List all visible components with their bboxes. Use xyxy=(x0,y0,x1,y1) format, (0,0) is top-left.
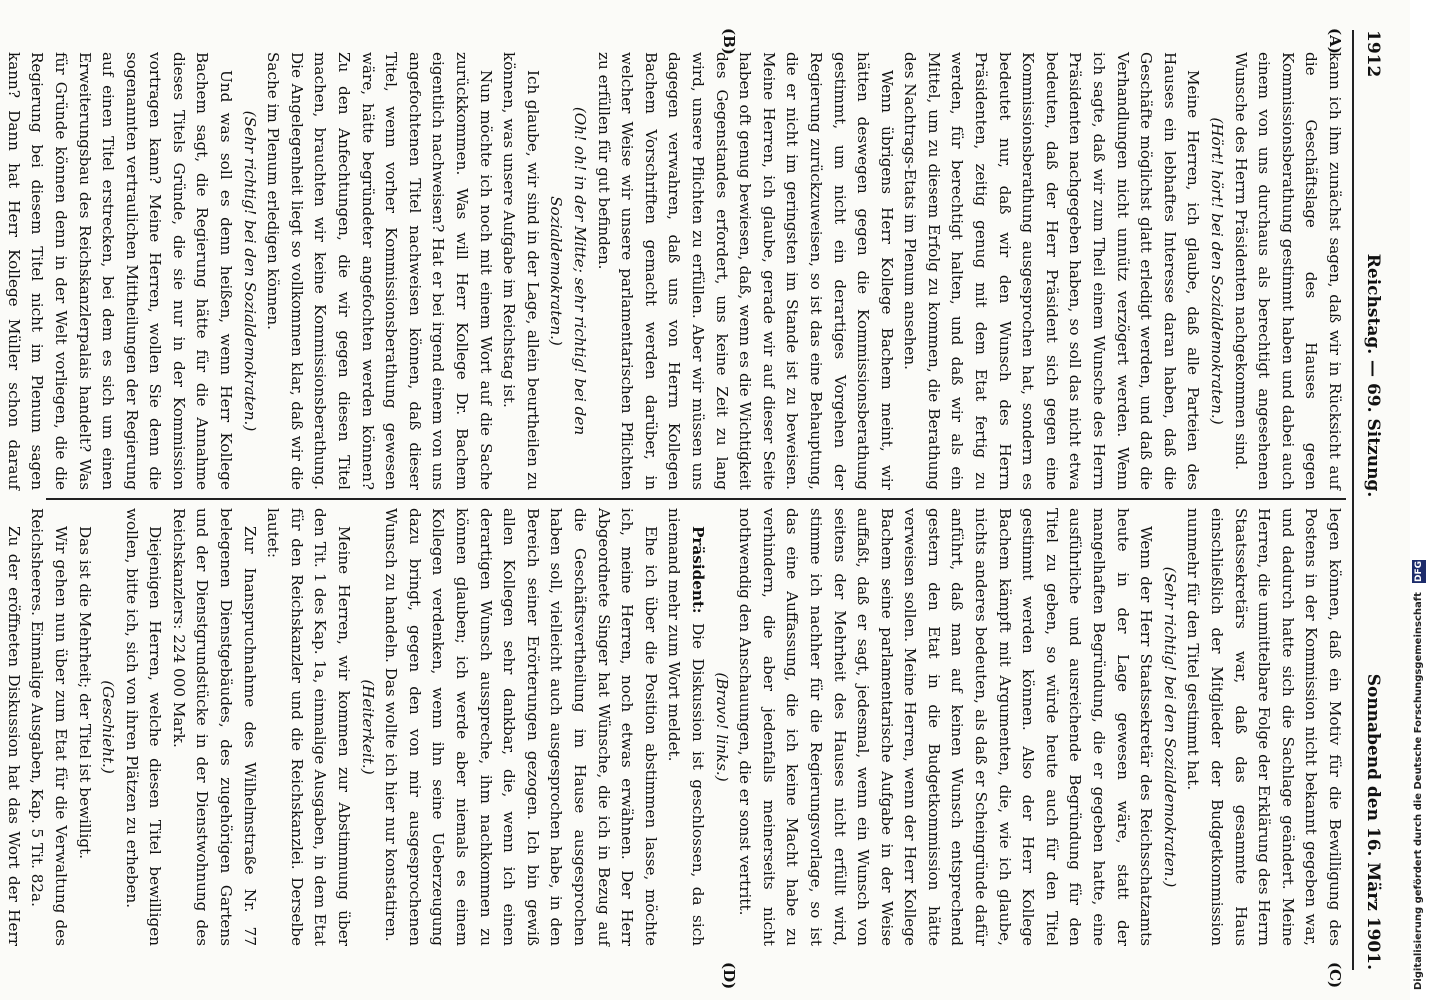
margin-label-b: (B) xyxy=(720,28,738,55)
left-column xyxy=(4,52,1346,490)
speech-text: Die Diskussion ist geschlossen, da sich niemand mehr zum Wort meldet. xyxy=(665,508,707,946)
header-rule xyxy=(1352,30,1354,970)
paragraph: Ehe ich über die Position abstimmen lasse, möchte ich, meine Herren, noch etwas erwähnen. Der Herr Abgeordnete Singer hat Wünsche, die ich in Bezug auf die Geschäftsvertheilung im Hause ausgesprochen haben soll, vielleicht auch ausgesprochen habe, in den Bereich seiner Erörterungen gezogen. Ich bin gewiß allen Kollegen sehr dankbar, die, wenn ich einen derartigen Wunsch ausspreche, ihm nachkommen zu können glauben; ich werde aber niemals es einem Kollegen verdenken, wenn ihn seine Ueberzeugung dazu bringt, gegen den von mir ausgesprochenen Wunsch zu handeln. Das wollte ich hier nur konstatiren. xyxy=(382,508,660,946)
paragraph: Und was soll es denn heißen, wenn Herr Kollege Bachem sagt, die Regierung hätte für die Annahme dieses Titels Gründe, die sie nur in der Kommission vortragen kann? Meine Herren, wollen Sie denn die sogenannten vertraulichen Mittheilungen der Regierung auf einen Titel erstrecken, bei dem es sich um einen Erweiterungsbau des Reichskanzlerpalais handelt? Was für Gründe können denn in der Welt vorliegen, die die Regierung bei diesem Titel nicht im Plenum sagen kann? Dann hat Herr Kollege Müller schon darauf xyxy=(4,52,236,490)
paragraph: Wenn der Herr Staatssekretär des Reichsschatzamts heute in der Lage gewesen wäre, statt der mangelhaften Begründung, die er gegeben hatte, eine ausführliche und ausreichende Begründung für den Titel zu geben, so würde heute auch für den Titel gestimmt werden können. Also der Herr Kollege Bachem kämpft mit Argumenten, die, wie ich glaube, nichts anderes bedeuten, als daß er Scheingründe dafür anführt, daß man auf keinen Wunsch entsprechend gestern den Etat in die Budgetkommission hätte verweisen sollen. Meine Herren, wenn der Herr Kollege Bachem seine parlamentarische Aufgabe in der Weise auffaßt, daß er sagt, jedesmal, wenn ein Wunsch von seitens der Mehrheit des Hauses nicht erfüllt wird, stimme ich nachher für die Regierungsvorlage, so ist das eine Auffassung, die ich keine Macht habe zu verhindern, die aber jedenfalls meinerseits nicht nothwendig den Anschauungen, die er sonst vertritt. xyxy=(736,508,1156,946)
session-title: Reichstag. — 69. Sitzung. xyxy=(1363,253,1383,498)
credit-text: Digitalisierung gefördert durch die Deutsche Forschungsgemeinschaft xyxy=(1413,592,1424,990)
paragraph: Wenn übrigens Herr Kollege Bachem meint, wir hätten deswegen gegen die Kommissionsberathung gestimmt, um nicht ein derartiges Vorgehen der Regierung zurückzuweisen, so ist das eine Behauptung, die er nicht im geringsten im Stande ist zu beweisen. Meine Herren, ich glaube, gerade wir auf dieser Seite haben oft genug bewiesen, daß, wenn es die Wichtigkeit des Gegenstandes erfordert, uns keine Zeit zu lang wird, unsere Pflichten zu erfüllen. Aber wir müssen uns dagegen verwahren, daß uns von Herrn Kollegen Bachem Vorschriften gemacht werden darüber, in welcher Weise wir unsere parlamentarischen Pflichten zu erfüllen für gut befinden. xyxy=(594,52,896,490)
interjection: (Hört! hört! bei den Sozialdemokraten.) xyxy=(1208,117,1227,425)
digitization-credit xyxy=(1412,30,1426,990)
paragraph: Zur Inanspruchnahme des Wilhelmstraße Nr. 77 belegenen Dienstgebäudes, des zugehörigen Gartens und der Dienstgrundstücke in der Dienstwohnung des Reichskanzlers: 224 000 Mark. xyxy=(169,508,259,946)
interjection: (Sehr richtig! bei den Sozialdemokraten.) xyxy=(240,110,259,432)
paragraph: legen können, daß ein Motiv für die Bewilligung des Postens in der Kommission nicht bekannt gegeben war, und dadurch hatte sich die Sachlage geändert. Meine Herren, die unmittelbare Folge der Erklärung des Herrn Staatssekretärs war, daß das gesammte Haus einschließlich der Mitglieder der Budgetkommission nunmehr für den Titel gestimmt hat. xyxy=(1184,508,1344,946)
paragraph: kann ich ihm zunächst sagen, daß wir in Rücksicht auf die Geschäftslage des Hauses gegen Kommissionsberathung gestimmt haben und dabei auch einem von uns durchaus als berechtigt angesehenen Wunsche des Herrn Präsidenten nachgekommen sind. xyxy=(1231,52,1344,490)
paragraph: Nun möchte ich noch mit einem Wort auf die Sache zurückkommen. Was will Herr Kollege Dr. Bachem eigentlich nachweisen? Hat er bei irgend einem von uns angefochtenen Titel nachweisen können, daß dieser Titel, wenn vorher Kommissionsberathung gewesen wäre, hätte begründeter angefochten werden können? Zu den Anfechtungen, die wir gegen diesen Titel machen, brauchten wir keine Kommissionsberathung. Die Angelegenheit liegt so vollkommen klar, daß wir die Sache im Plenum erledigen können. xyxy=(264,52,495,490)
column-divider xyxy=(46,498,1346,500)
right-column xyxy=(4,508,1346,946)
interjection: (Geschieht.) xyxy=(99,680,118,774)
margin-label-a: (A) xyxy=(1326,28,1344,54)
paragraph: Meine Herren, wir kommen zur Abstimmung über den Tit. 1 des Kap. 1a, einmalige Ausgaben, in dem Etat für den Reichskanzler und die Reichskanzlei. Derselbe lautet: xyxy=(264,508,354,946)
dfg-logo-icon: DFG xyxy=(1414,560,1424,582)
paragraph: Zu der eröffneten Diskussion hat das Wort der Herr xyxy=(4,526,23,946)
margin-label-d: (D) xyxy=(720,962,738,990)
page-header xyxy=(1358,30,1388,970)
page-number: 1912 xyxy=(1363,30,1383,78)
paragraph: Ich glaube, wir sind in der Lage, allein beurtheilen zu können, was unsere Aufgabe im Reichstag ist. xyxy=(500,52,542,490)
paragraph: Wir gehen nun über zum Etat für die Verwaltung des Reichsheeres. Einmalige Ausgaben, Kap. 5 Tit. 82a. xyxy=(28,508,70,946)
paragraph: Meine Herren, ich glaube, daß alle Parteien des Hauses ein lebhaftes Interesse daran haben, daß die Geschäfte möglichst glatt erledigt werden, und daß die Verhandlungen nicht unnütz verzögert werden. Wenn ich sagte, daß wir zum Theil einem Wunsche des Herrn Präsidenten nachgegeben haben, so soll das nicht etwa bedeuten, daß der Herr Präsident sich gegen eine Kommissionsberathung ausgesprochen hat, sondern es bedeutet nur, daß wir den Wunsch des Herrn Präsidenten, zeitig genug mit dem Etat fertig zu werden, für berechtigt halten, und daß wir als ein Mittel, um zu diesem Erfolg zu kommen, die Berathung des Nachtrags-Etats im Plenum ansehen. xyxy=(901,52,1203,490)
interjection: (Sehr richtig! bei den Sozialdemokraten.) xyxy=(1160,566,1179,888)
interjection: (Heiterkeit.) xyxy=(358,679,377,775)
speaker-name: Präsident: xyxy=(688,526,707,614)
digitization-sidebar xyxy=(1410,0,1434,1000)
margin-label-c: (C) xyxy=(1326,962,1344,989)
interjection: (Bravo! links.) xyxy=(712,672,731,782)
paragraph: Diejenigen Herren, welche diesen Titel bewilligen wollen, bitte ich, sich von ihren Plätzen zu erheben. xyxy=(122,508,165,946)
interjection: (Oh! oh! in der Mitte; sehr richtig! bei den Sozialdemokraten.) xyxy=(547,106,589,436)
speaker-paragraph xyxy=(662,508,709,946)
session-date: Sonnabend den 16. März 1901. xyxy=(1363,673,1383,970)
paragraph: Das ist die Mehrheit; der Titel ist bewilligt. xyxy=(75,526,94,860)
